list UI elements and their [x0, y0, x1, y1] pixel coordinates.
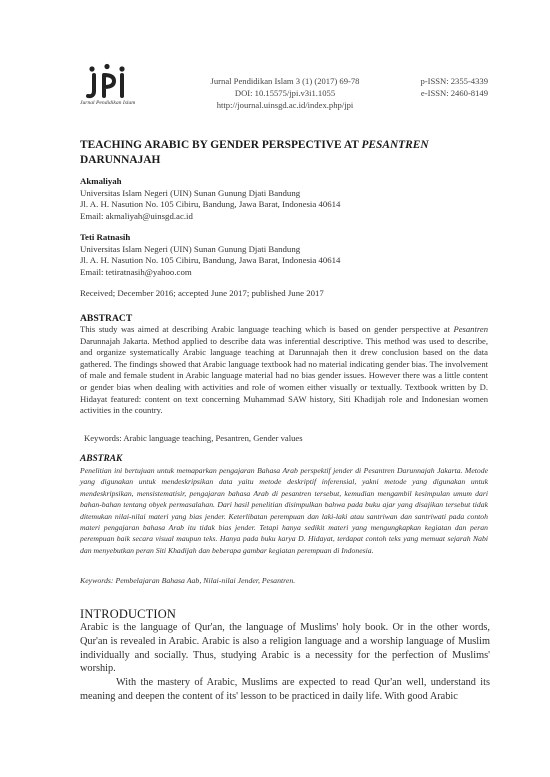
- journal-citation: Jurnal Pendidikan Islam 3 (1) (2017) 69-78: [210, 76, 360, 86]
- introduction-paragraph-2: With the mastery of Arabic, Muslims are expected to read Qur'an well, understand its meaning and deepen the content of its' lesson to be practiced in daily life. With good Arabic: [80, 677, 490, 702]
- e-issn: e-ISSN: 2460-8149: [420, 88, 488, 98]
- author-name: Akmaliyah: [80, 176, 122, 186]
- abstrak-body: Penelitian ini bertujuan untuk memaparkan pengajaran Bahasa Arab perspektif jender di Pesantren Darunnajah Jakarta. Metode yang digunakan untuk mendeskripsikan data yaitu metode deskriptif inferensial, yakni metode yang digunakan untuk mendeskripsikan, mensistematisir, pengajaran bahasa Arab di pesantren tersebut, kemudian mengambil kesimpulan umum dari bahan-bahan tentang obyek permasalahan. Dari hasil penelitian disimpulkan bahwa pada buku ajar yang disajikan tersebut tidak ditemukan nilai-nilai materi yang bias jender. Keterlibatan perempuan dan laki-laki atau santriwan dan santriwati pada contoh materi pengajaran bahasa Arab itu tidak bias jender. Tetapi hanya sedikit materi yang mengungkapkan kegiatan dan peran perempuan baik secara visual maupun teks. Hanya pada buku karya D. Hidayat, terdapat contoh teks yang memuat sejarah Nabi dan menyebutkan peran Siti Khadijah dan beberapa gambar kegiatan perempuan di Indonesia.: [80, 466, 488, 555]
- received-dates: Received; December 2016; accepted June 2017; published June 2017: [80, 288, 324, 298]
- author-institution: Universitas Islam Negeri (UIN) Sunan Gunung Djati Bandung: [80, 243, 301, 254]
- doi-line: DOI: 10.15575/jpi.v3i1.1055: [234, 88, 336, 98]
- title-italic: PESANTREN: [361, 139, 429, 151]
- author-email[interactable]: Email: tetiratnasih@yahoo.com: [80, 266, 192, 277]
- author-block-1: [80, 176, 490, 222]
- p-issn: p-ISSN: 2355-4339: [420, 76, 488, 86]
- article-title: TEACHING ARABIC BY GENDER PERSPECTIVE AT PESANTREN DARUNNAJAH: [80, 139, 429, 166]
- journal-info: [195, 75, 375, 111]
- abstract-heading: ABSTRACT: [80, 313, 133, 324]
- introduction-heading: INTRODUCTION: [80, 607, 177, 621]
- introduction-paragraph-1: Arabic is the language of Qur'an, the language of Muslims' holy book. Or in the other words, Qur'an is revealed in Arabic. Arabic is also a religion language and a worship language of Muslim individually and socially. Thus, studying Arabic is a necessity for the perfection of Muslims' worship.: [80, 622, 490, 675]
- abstract-body: This study was aimed at describing Arabic language teaching which is based on gender perspective at Pesantren Darunnajah Jakarta. Method applied to describe data was inferential descriptive. This method was used to describe, and organize systematically Arabic language teaching at Darunnajah then it drew conclusion based on the data gathered. The findings showed that Arabic language textbook had no material indicating gender bias. The involvement of male and female student in Arabic language material had no bias gender issues. However there was a little content or gender bias when dealing with activities and role of women either visually or textually. Textbook written by D. Hidayat featured: content on text concerning Muhammad SAW history, Siti Khadijah role and Indonesian women activities in the country.: [80, 324, 488, 416]
- abstrak-heading: ABSTRAK: [80, 454, 123, 464]
- author-address: Jl. A. H. Nasution No. 105 Cibiru, Bandung, Jawa Barat, Indonesia 40614: [80, 255, 341, 266]
- abstract-keywords: Keywords: Arabic language teaching, Pesantren, Gender values: [84, 433, 303, 443]
- issn-info: [392, 75, 488, 99]
- author-address: Jl. A. H. Nasution No. 105 Cibiru, Bandung, Jawa Barat, Indonesia 40614: [80, 199, 341, 210]
- author-institution: Universitas Islam Negeri (UIN) Sunan Gunung Djati Bandung: [80, 187, 301, 198]
- logo-caption: Jurnal Pendidikan Islam: [80, 100, 136, 106]
- abstrak-keywords: Keywords: Pembelajaran Bahasa Aab, Nilai-nilai Jender, Pesantren.: [80, 576, 296, 585]
- author-email[interactable]: Email: akmaliyah@uinsgd.ac.id: [80, 210, 193, 221]
- journal-url[interactable]: http://journal.uinsgd.ac.id/index.php/jpi: [216, 100, 354, 110]
- author-block-2: [80, 232, 490, 278]
- author-name: Teti Ratnasih: [80, 232, 131, 242]
